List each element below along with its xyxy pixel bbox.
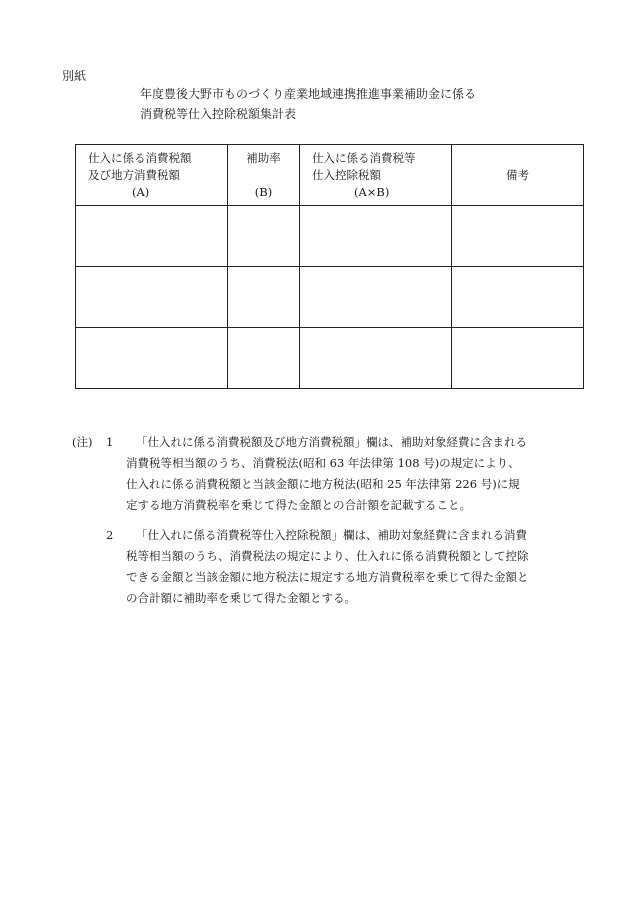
header-subsidy-rate bbox=[228, 145, 300, 206]
notes-prefix: (注) bbox=[72, 435, 93, 449]
table-row bbox=[76, 328, 584, 389]
note-text bbox=[126, 432, 582, 516]
header-remarks bbox=[452, 145, 584, 206]
table-row bbox=[76, 206, 584, 267]
notes-section bbox=[62, 432, 582, 618]
header-subsidy-rate-line2 bbox=[228, 167, 299, 184]
document-title-line1: 年度豊後大野市ものづくり産業地域連携推進事業補助金に係る bbox=[140, 87, 477, 101]
note-item bbox=[62, 432, 582, 516]
header-tax-amount-line2: 及び地方消費税額 bbox=[88, 167, 180, 182]
document-title-line2: 消費税等仕入控除税額集計表 bbox=[140, 107, 297, 121]
header-deduction-amount bbox=[300, 145, 452, 206]
table-cell-tax-amount[interactable] bbox=[76, 267, 228, 328]
header-tax-amount bbox=[76, 145, 228, 206]
table-cell-deduction-amount[interactable] bbox=[300, 328, 452, 389]
table-cell-remarks[interactable] bbox=[452, 267, 584, 328]
note-line: 税等相当額のうち、消費税法の規定により、仕入れに係る消費税額として控除 bbox=[126, 549, 529, 563]
header-deduction-amount-sub: (A×B) bbox=[354, 184, 390, 199]
header-subsidy-rate-line1: 補助率 bbox=[246, 150, 281, 165]
tax-summary-table bbox=[75, 144, 584, 389]
table-cell-remarks[interactable] bbox=[452, 328, 584, 389]
table-cell-subsidy-rate[interactable] bbox=[228, 328, 300, 389]
table-cell-deduction-amount[interactable] bbox=[300, 206, 452, 267]
note-line: 定する地方消費税率を乗じて得た金額との合計額を記載すること。 bbox=[126, 498, 471, 512]
note-line: できる金額と当該金額に地方税法に規定する地方消費税率を乗じて得た金額と bbox=[126, 570, 529, 584]
table-cell-subsidy-rate[interactable] bbox=[228, 267, 300, 328]
header-tax-amount-line1: 仕入に係る消費税額 bbox=[88, 150, 192, 165]
header-deduction-amount-line2: 仕入控除税額 bbox=[312, 167, 381, 182]
note-number: 1 bbox=[106, 435, 114, 449]
table-cell-tax-amount[interactable] bbox=[76, 206, 228, 267]
table-cell-subsidy-rate[interactable] bbox=[228, 206, 300, 267]
note-line: 消費税等相当額のうち、消費税法(昭和 63 年法律第 108 号)の規定により、 bbox=[126, 456, 520, 470]
table-row bbox=[76, 267, 584, 328]
header-subsidy-rate-sub: (B) bbox=[254, 184, 273, 199]
table-cell-tax-amount[interactable] bbox=[76, 328, 228, 389]
note-line: 仕入れに係る消費税額と当該金額に地方税法(昭和 25 年法律第 226 号)に規 bbox=[126, 477, 520, 491]
note-number: 2 bbox=[106, 528, 114, 542]
note-item bbox=[62, 525, 582, 609]
header-deduction-amount-line1: 仕入に係る消費税等 bbox=[312, 150, 416, 165]
header-tax-amount-sub: (A) bbox=[132, 184, 150, 199]
note-line: 「仕入れに係る消費税等仕入控除税額」欄は、補助対象経費に含まれる消費 bbox=[136, 528, 527, 542]
table-cell-deduction-amount[interactable] bbox=[300, 267, 452, 328]
header-remarks-label: 備考 bbox=[506, 167, 529, 182]
attachment-label: 別紙 bbox=[62, 69, 87, 83]
note-line: の合計額に補助率を乗じて得た金額とする。 bbox=[126, 591, 356, 605]
table-cell-remarks[interactable] bbox=[452, 206, 584, 267]
note-text bbox=[126, 525, 582, 609]
table-header-row bbox=[76, 145, 584, 206]
note-line: 「仕入れに係る消費税額及び地方消費税額」欄は、補助対象経費に含まれる bbox=[136, 435, 527, 449]
